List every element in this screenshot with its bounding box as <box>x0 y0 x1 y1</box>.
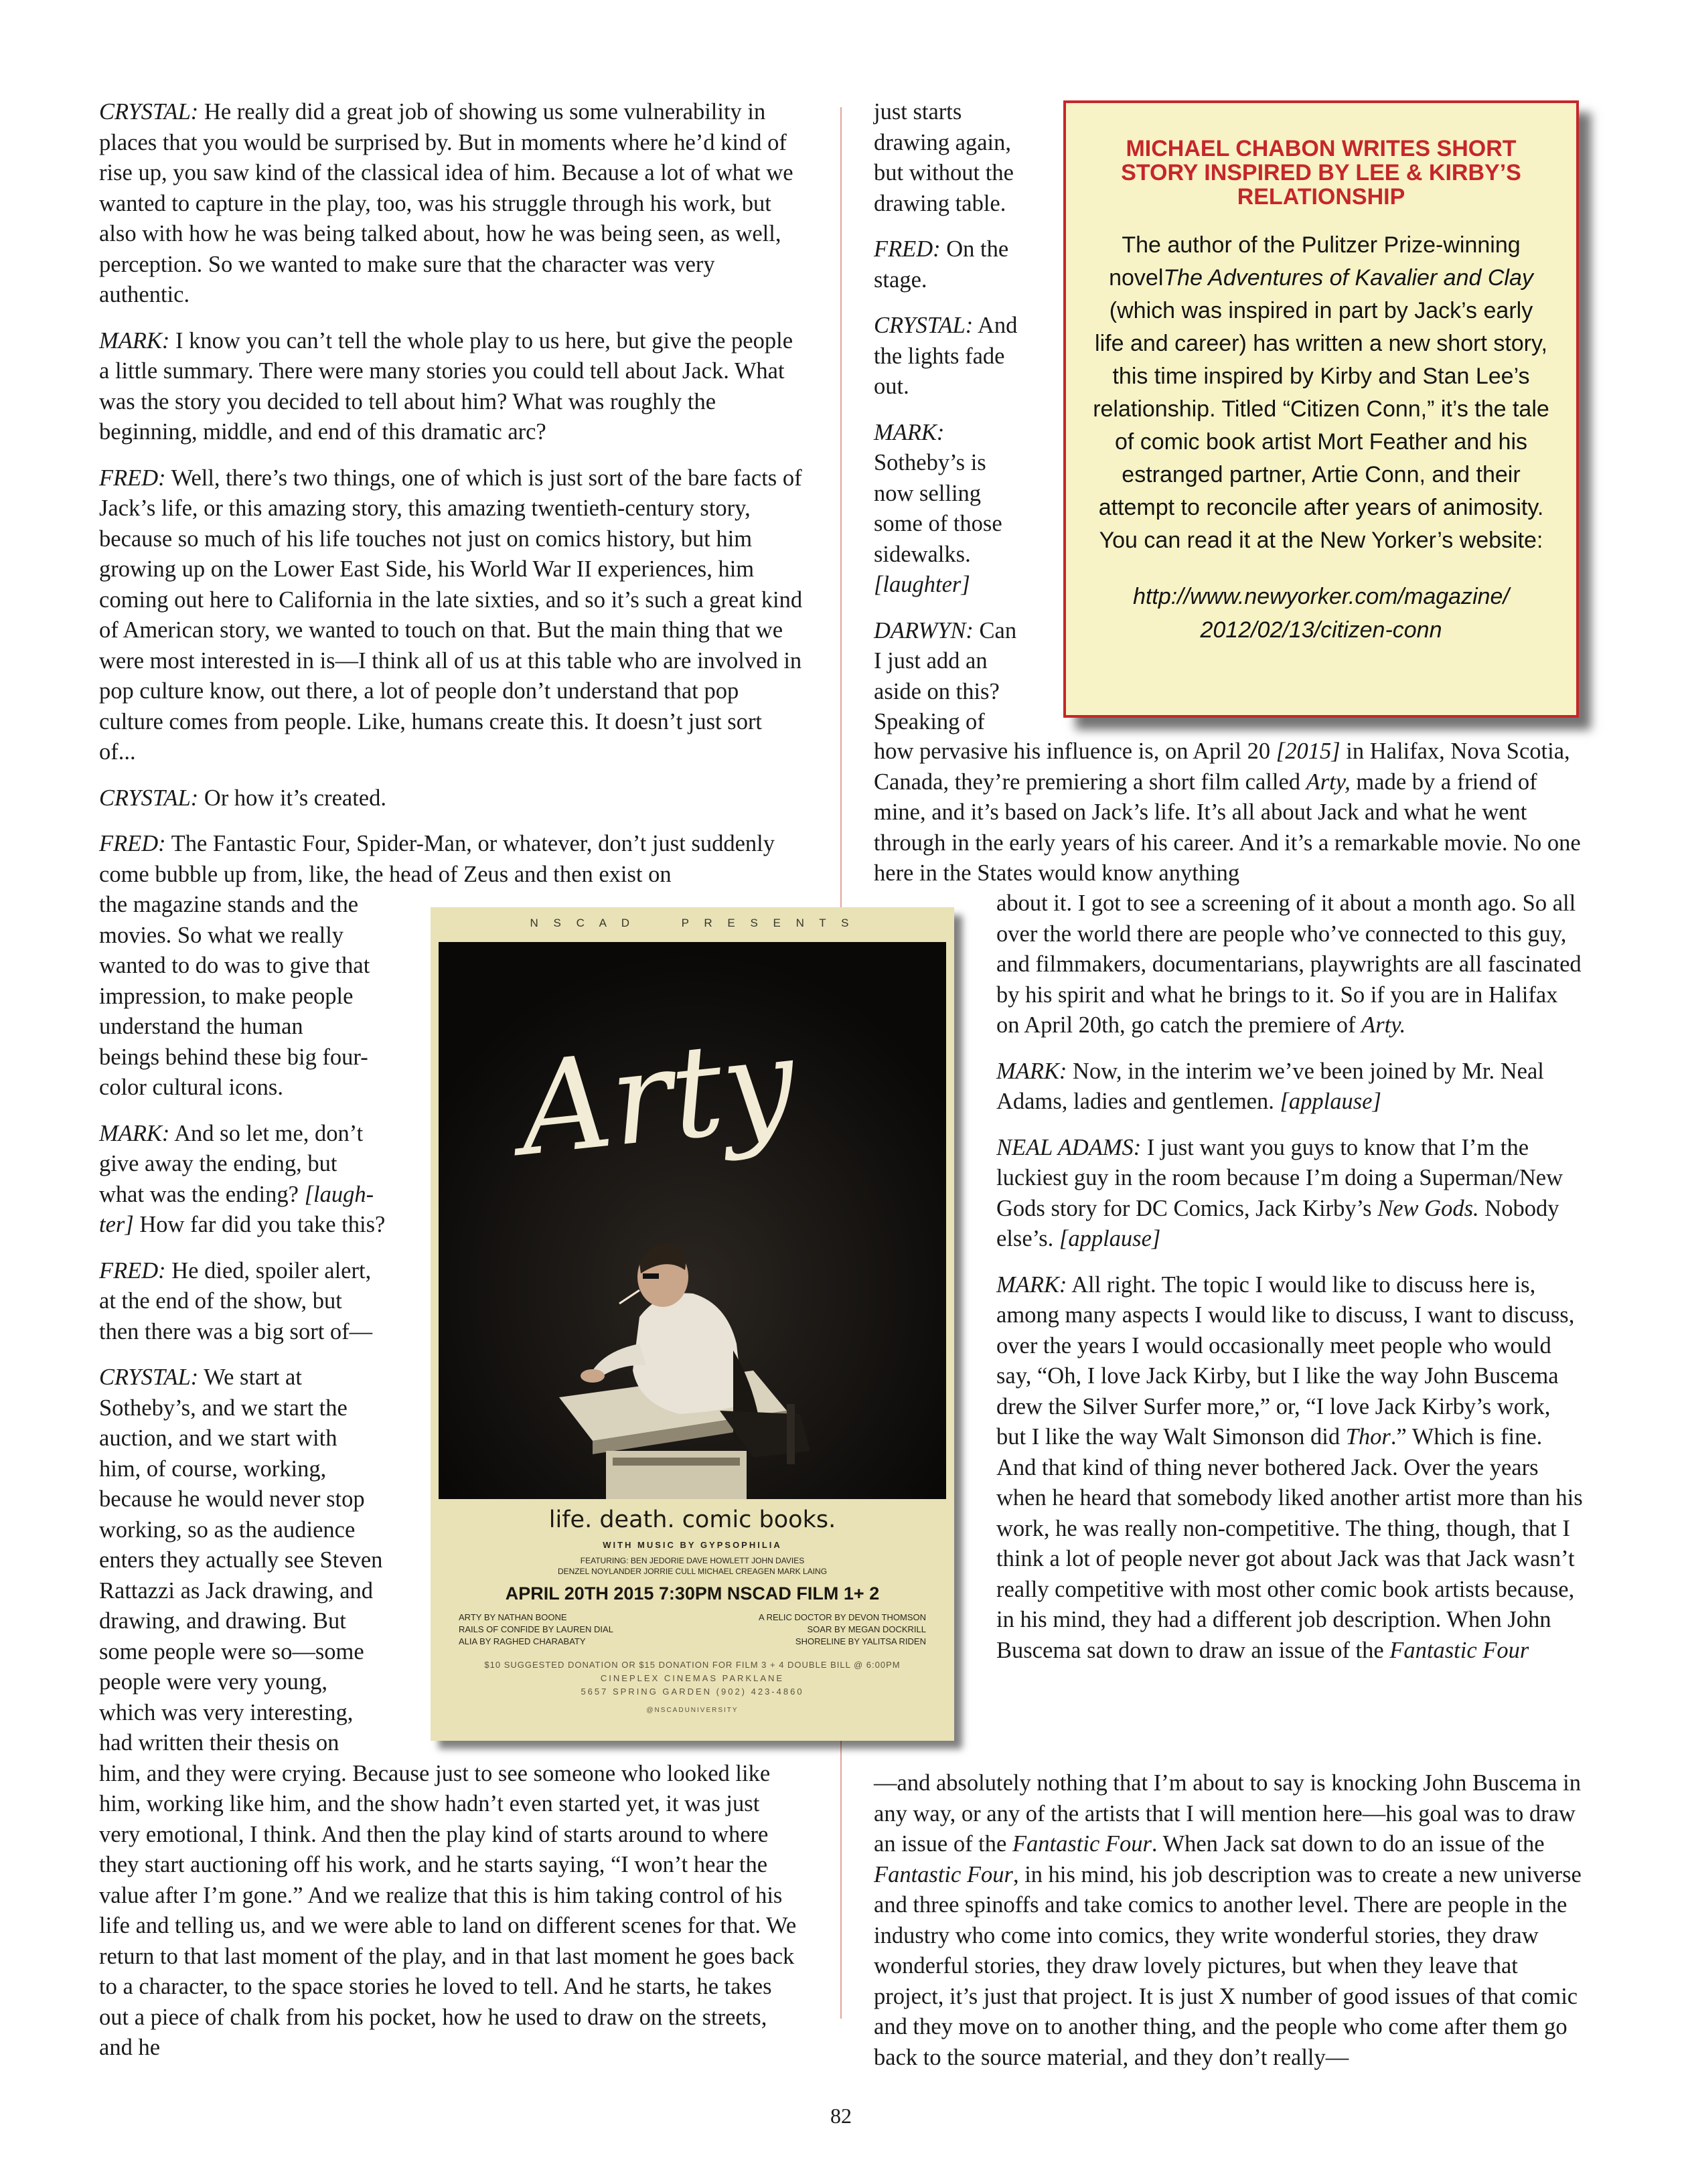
text-line: drawing, and drawing. But <box>99 1608 346 1634</box>
line-text: what was the ending? <box>99 1181 305 1207</box>
text-line: understand the human <box>99 1014 303 1039</box>
text-line: at the end of the show, but <box>99 1288 342 1314</box>
text-line: him, of course, working, <box>99 1456 327 1482</box>
sidebar-title: MICHAEL CHABON WRITES SHORT STORY INSPIRED BY LEE & KIRBY’S RELATIONSHIP <box>1121 136 1521 210</box>
paragraph-text: The Fantastic Four, Spider-Man, or whatever, don’t just suddenly come bubble up from, like, the head of Zeus and then exist on <box>99 831 775 887</box>
credit-line: SOAR BY MEGAN DOCKRILL <box>807 1624 926 1634</box>
poster-credits-left <box>459 1612 613 1648</box>
film-title: Arty, <box>1306 769 1351 795</box>
text-line <box>99 1210 474 1241</box>
right-column-full <box>874 736 1587 889</box>
aside-text: [applause] <box>1059 1226 1161 1251</box>
speaker-label: FRED: <box>99 1257 166 1283</box>
page-number: 82 <box>830 2104 852 2128</box>
text-line: color cultural icons. <box>99 1075 283 1100</box>
paragraph-text: about it. I got to see a screening of it about a month ago. So all over the world there are people who’ve connected to this guy, and filmmakers, documentarians, playwrights are all fascinated by his spirit and what he brings to it. So if you are in Halifax on April 20th, go catch the premiere of <box>996 890 1582 1038</box>
sidebar-text: (which was inspired in part by Jack’s early life and career) has written a new short story, this time inspired by Kirby and Stan Lee’s relationship. Titled “Citizen Conn,” it’s the tale of comic book artist Mort Feather and his estranged partner, Artie Conn, and their attempt to reconcile after years of animosity. You can read it at the New Yorker’s website: <box>1093 298 1549 553</box>
text-line: sidewalks. <box>874 541 971 567</box>
paragraph-continued <box>996 888 1586 1041</box>
handle-line: @NSCADUNIVERSITY <box>646 1707 739 1714</box>
speaker-label: MARK: <box>99 327 170 354</box>
text-line: wanted to do was to give that <box>99 953 370 978</box>
text-line: impression, to make people <box>99 983 354 1009</box>
poster-title: Arty <box>512 1008 802 1184</box>
text-line: enters they actually see Steven <box>99 1547 383 1573</box>
paragraph-text: made by a friend of mine, and it’s based on Jack’s life. It’s all about Jack and what he went through in the early years of his career. And it’s a remarkable movie. No one here in the States would know anything <box>874 769 1581 886</box>
speaker-label: MARK: <box>99 1120 170 1146</box>
sidebar-body <box>1093 229 1549 557</box>
text-line: the magazine stands and the <box>99 892 359 917</box>
poster-header: N S C A D P R E S E N T S <box>530 917 855 929</box>
text-line <box>99 1256 474 1287</box>
text-line: Can <box>973 617 1017 643</box>
url-line: 2012/02/13/citizen-conn <box>1200 617 1442 643</box>
text-line <box>99 1362 474 1393</box>
right-column-bottom <box>874 1768 1587 2073</box>
right-column-indented <box>996 888 1586 1666</box>
text-line: people were very young, <box>99 1669 328 1695</box>
paragraph-text: Now, in the interim we’ve been joined by Mr. Neal Adams, ladies and gentlemen. <box>996 1058 1544 1114</box>
text-line: then there was a big sort of— <box>99 1318 373 1344</box>
line-text: We start at <box>198 1364 302 1390</box>
address-line: 5657 SPRING GARDEN (902) 423-4860 <box>581 1687 804 1697</box>
speaker-label: MARK: <box>996 1058 1067 1084</box>
credit-line: SHORELINE BY YALITSA RIDEN <box>795 1636 926 1646</box>
text-line: out. <box>874 374 909 399</box>
text-line: beings behind these big four- <box>99 1044 368 1070</box>
credit-line: RAILS OF CONFIDE BY LAUREN DIAL <box>459 1624 613 1634</box>
donation-line: $10 SUGGESTED DONATION OR $15 DONATION FOR FILM 3 + 4 DOUBLE BILL @ 6:00PM <box>484 1660 901 1670</box>
credit-line: ARTY BY NATHAN BOONE <box>459 1612 567 1622</box>
paragraph <box>99 326 804 448</box>
paragraph-text: All right. The topic I would like to discuss here is, among many aspects I would like to discuss, I want to discuss, over the years I would occasionally meet people who would say, “Oh, I love Jack Kirby, but I like the way John Buscema drew the Silver Surfer more,” or, “I love Jack Kirby’s work, but I like the way Walt Simonson did <box>996 1271 1575 1450</box>
text-line: drawing again, <box>874 129 1012 155</box>
speaker-label: MARK: <box>996 1271 1067 1298</box>
text-line: Sotheby’s, and we start the <box>99 1395 348 1421</box>
sidebar-url[interactable] <box>1093 580 1549 647</box>
text-line: give away the ending, but <box>99 1151 337 1176</box>
text-line: which was very interesting, <box>99 1699 354 1725</box>
paragraph-text: —and absolutely nothing that I’m about to say is knocking John Buscema in any way, or any of the artists that I will mention here—his goal was to draw an issue of the <box>874 1770 1581 1857</box>
comic-title: New Gods. <box>1377 1195 1479 1221</box>
text-line: because he would never stop <box>99 1486 365 1512</box>
speaker-label: FRED: <box>99 465 166 491</box>
text-line: Speaking of <box>874 709 985 734</box>
text-line: I just add an <box>874 648 988 674</box>
comic-title: Fantastic Four <box>1389 1637 1529 1663</box>
paragraph-text: Well, there’s two things, one of which is just sort of the bare facts of Jack’s life, or this amazing story, this amazing twentieth-century story, because so much of his life touches not just on comics history, but him growing up on the Lower East Side, his World War II experiences, him coming out here to California in the late sixties, and so it’s such a great kind of American story, we wanted to touch on that. But the main thing that we were most interested in is—I think all of us at this table who are involved in pop culture know, out there, a lot of people don’t understand that pop culture comes from people. Like, humans create this. It doesn’t just sort of... <box>99 465 803 765</box>
paragraph <box>99 463 804 768</box>
text-line: movies. So what we really <box>99 922 344 948</box>
speaker-label: CRYSTAL: <box>874 313 974 338</box>
featuring-line: FEATURING: BEN JEDORIE DAVE HOWLETT JOHN DAVIES <box>580 1556 805 1565</box>
poster-credits-right <box>759 1612 926 1648</box>
paragraph <box>874 616 1055 738</box>
poster-music: WITH MUSIC BY GYPSOPHILIA <box>603 1540 782 1550</box>
poster-photo <box>439 942 946 1499</box>
text-line: now selling <box>874 480 982 506</box>
comic-title: Fantastic Four <box>1012 1831 1152 1857</box>
paragraph <box>874 311 1055 402</box>
speaker-label: NEAL ADAMS: <box>996 1134 1142 1160</box>
paragraph-text: .” Which is fine. And that kind of thing never bothered Jack. Over the years when he heard that somebody liked another artist more than his work, he was really non-competitive. The thing, though, that I think a lot of people never got about Jack was that Jack wasn’t really competitive with most other comic book artists because, in his mind, they had a different job description. When John Buscema sat down to draw an issue of the <box>996 1424 1583 1663</box>
text-line: drawing table. <box>874 190 1006 216</box>
speaker-label: CRYSTAL: <box>99 99 199 125</box>
featuring-line: DENZEL NOYLANDER JORRIE CULL MICHAEL CREAGEN MARK LAING <box>557 1567 828 1576</box>
paragraph <box>874 418 1055 601</box>
film-title: Arty. <box>1361 1012 1406 1038</box>
aside-text: [2015] <box>1276 738 1341 764</box>
paragraph-continued <box>874 1768 1587 2073</box>
text-line: aside on this? <box>874 678 1000 704</box>
text-line: Rattazzi as Jack drawing, and <box>99 1577 374 1604</box>
text-line <box>99 1119 474 1150</box>
text-line <box>99 1180 474 1211</box>
paragraph <box>874 97 1055 219</box>
sidebar-box <box>1063 100 1579 718</box>
text-line: Sotheby’s is <box>874 450 986 475</box>
paragraph <box>99 783 804 814</box>
text-line: but without the <box>874 160 1014 185</box>
paragraph <box>996 1133 1586 1255</box>
paragraph <box>99 97 804 311</box>
speaker-label: FRED: <box>874 236 941 262</box>
right-column-narrow <box>874 97 1055 738</box>
paragraph-text: Or how it’s created. <box>198 785 386 811</box>
text-line: working, so as the audience <box>99 1516 356 1543</box>
venue-line: CINEPLEX CINEMAS PARKLANE <box>600 1673 785 1683</box>
narrow-text-block <box>99 890 474 1759</box>
text-line: had written their thesis on <box>99 1730 339 1756</box>
paragraph <box>874 234 1055 295</box>
poster-tagline: life. death. comic books. <box>548 1506 836 1533</box>
text-line: the lights fade <box>874 343 1005 369</box>
credit-line: A RELIC DOCTOR BY DEVON THOMSON <box>759 1612 926 1622</box>
speaker-label: FRED: <box>99 831 166 856</box>
comic-title: Thor <box>1345 1424 1391 1450</box>
paragraph-text: I know you can’t tell the whole play to us here, but give the people a little summary. There were many stories you could tell about Jack. What was the story you decided to tell about him? What was roughly the beginning, middle, and end of this dramatic arc? <box>99 327 793 445</box>
poster-donation <box>431 1658 954 1717</box>
paragraph <box>996 1057 1586 1117</box>
line-text: And so let me, don’t <box>169 1120 364 1146</box>
paragraph-text: in Halifax, Nova Scotia, Canada, they’re premiering a short film called <box>874 738 1570 795</box>
paragraph-text: Nobody else’s. <box>996 1195 1559 1251</box>
line-text: He died, spoiler alert, <box>165 1257 372 1283</box>
book-title: The Adventures of Kavalier and Clay <box>1163 265 1533 291</box>
aside-text: [laughter] <box>874 572 970 597</box>
text-line: some of those <box>874 511 1002 536</box>
speaker-label: CRYSTAL: <box>99 1364 199 1390</box>
text-line: stage. <box>874 266 927 293</box>
text-line: some people were so—some <box>99 1638 364 1664</box>
line-text: How far did you take this? <box>133 1212 386 1237</box>
text-line: auction, and we start with <box>99 1425 337 1451</box>
text-line: On the <box>940 236 1009 262</box>
paragraph-text: He really did a great job of showing us some vulnerability in places that you would be surprised by. But in moments where he’d kind of rise up, you saw kind of the classical idea of him. Because a lot of what we wanted to capture in the play, too, was his struggle through his work, but also with how he was being talked about, how he was being seen, as well, perception. So we wanted to make sure that the character was very authentic. <box>99 99 793 307</box>
aside-text: ter] <box>99 1212 134 1237</box>
credit-line: ALIA BY RAGHED CHARABATY <box>459 1636 586 1646</box>
paragraph-continued: him, and they were crying. Because just to see someone who looked like him, working like him, and the show hadn’t even started yet, it was just very emotional, I think. And then the play kind of starts around to where they start auctioning off his work, and he starts saying, “I won’t hear the value after I’m gone.” And we realize that this is him taking control of his life and telling us, and we were able to land on different scenes for that. We return to that last moment of the play, and in that last moment he goes back to a character, to the space stories he loved to tell. And he starts, he takes out a piece of chalk from his pocket, how he used to draw on the streets, and he <box>99 1760 797 2060</box>
url-line: http://www.newyorker.com/magazine/ <box>1133 584 1509 609</box>
text-line: just starts <box>874 99 962 125</box>
sidebar-text: The author of the Pulitzer Prize-winning novel <box>1109 232 1521 291</box>
speaker-label: DARWYN: <box>874 617 974 643</box>
speaker-label: CRYSTAL: <box>99 785 199 811</box>
paragraph <box>99 829 804 890</box>
text-line: And <box>973 313 1018 338</box>
poster-featuring <box>431 1555 954 1577</box>
paragraph-text: , in his mind, his job description was to create a new universe and three spinoffs and take comics to another level. There are people in the industry who come into comics, they write wonderful stories, they draw wonderful stories, they draw lovely pictures, but when they leave that project, it’s just that project. It is just X number of good issues of that comic and they move on to another thing, and the people who come after them go back to the source material, and they don’t really— <box>874 1861 1582 2070</box>
aside-text: [laugh- <box>304 1181 374 1207</box>
aside-text: [applause] <box>1280 1089 1381 1114</box>
poster-date: APRIL 20TH 2015 7:30PM NSCAD FILM 1+ 2 <box>505 1583 880 1604</box>
paragraph-text: I just want you guys to know that I’m the luckiest guy in the room because I’m doing a Superman/New Gods story for DC Comics, Jack Kirby’s <box>996 1134 1563 1221</box>
comic-title: Fantastic Four <box>874 1861 1013 1887</box>
paragraph-text: how pervasive his influence is, on April 20 <box>874 738 1276 764</box>
speaker-label: MARK: <box>874 419 945 445</box>
arty-poster <box>431 907 954 1741</box>
paragraph-text: . When Jack sat down to do an issue of the <box>1151 1831 1545 1857</box>
paragraph-continued <box>874 736 1587 889</box>
paragraph <box>996 1270 1586 1666</box>
